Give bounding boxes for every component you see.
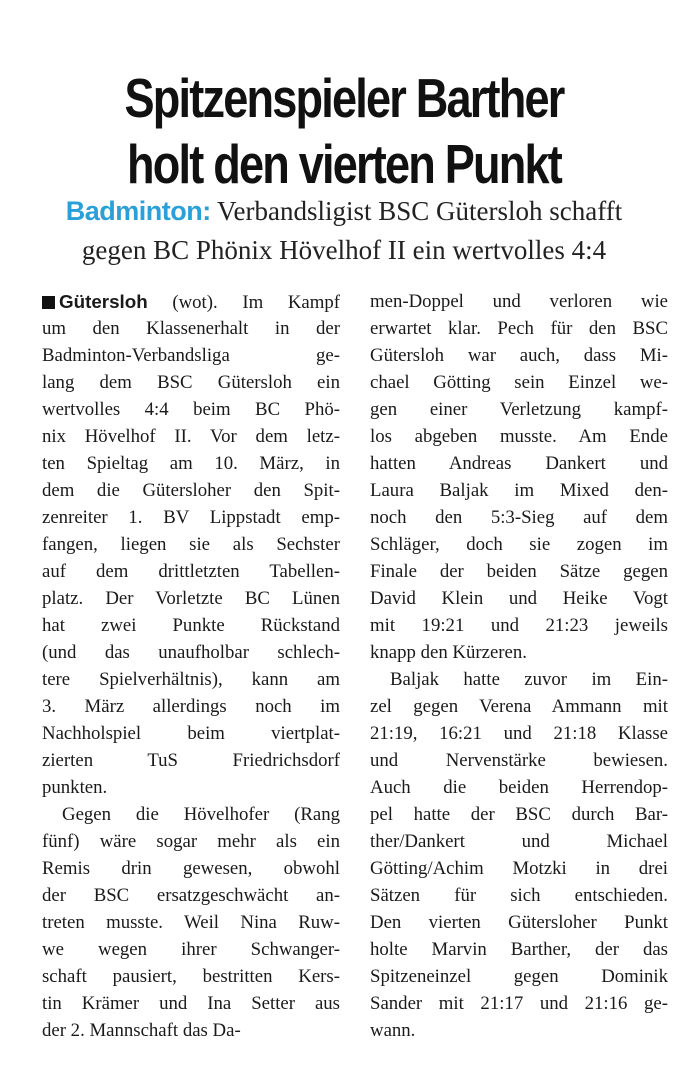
headline [62,65,626,197]
kicker-badminton: Badminton: [65,196,211,226]
article-line: we wegen ihrer Schwanger- [42,939,340,960]
article-line: Baljak hatte zuvor im Ein- [390,669,668,690]
article-line: lang dem BSC Gütersloh ein [42,372,340,393]
article-line: zierten TuS Friedrichsdorf [42,750,340,771]
article-line: und Nervenstärke bewiesen. [370,750,668,771]
article-line: wann. [370,1020,416,1041]
headline-line-1: Spitzenspieler Barther [124,66,564,129]
article-line: fünf) wäre sogar mehr als ein [42,831,340,852]
article-line: Sätzen für sich entschieden. [370,885,668,906]
article-line: tin Krämer und Ina Setter aus [42,993,340,1014]
article-line: mit 19:21 und 21:23 jeweils [370,615,668,636]
article-line: Den vierten Gütersloher Punkt [370,912,668,933]
article-line: Remis drin gewesen, obwohl [42,858,340,879]
article-line: hat zwei Punkte Rückstand [42,615,340,636]
article-line: knapp den Kürzeren. [370,642,527,663]
subhead-line-1 [0,192,688,231]
headline-line-2: holt den vierten Punkt [127,132,561,195]
article-line: Gütersloh war auch, dass Mi- [370,345,668,366]
article-line: fangen, liegen sie als Sechster [42,534,340,555]
article-line: los abgeben musste. Am Ende [370,426,668,447]
article-line-text: (wot). Im Kampf [147,292,340,313]
article-line: Nachholspiel beim viertplat- [42,723,340,744]
article-line: men-Doppel und verloren wie [370,291,668,312]
article-line: Laura Baljak im Mixed den- [370,480,668,501]
article-line: tere Spielverhältnis), kann am [42,669,340,690]
article-line: der BSC ersatzgeschwächt an- [42,885,340,906]
article-line: Finale der beiden Sätze gegen [370,561,668,582]
article-line: hatten Andreas Dankert und [370,453,668,474]
article-line: erwartet klar. Pech für den BSC [370,318,668,339]
article-line: nix Hövelhof II. Vor dem letz- [42,426,340,447]
article-line: punkten. [42,777,108,798]
article-line: wertvolles 4:4 beim BC Phö- [42,399,340,420]
article-line: um den Klassenerhalt in der [42,318,340,339]
article-line: David Klein und Heike Vogt [370,588,668,609]
article-line: der 2. Mannschaft das Da- [42,1020,241,1041]
article-line: 21:19, 16:21 und 21:18 Klasse [370,723,668,744]
article-line: ther/Dankert und Michael [370,831,668,852]
article-line: dem die Gütersloher den Spit- [42,480,340,501]
article-column-right [370,288,668,1044]
article-line: 3. März allerdings noch im [42,696,340,717]
article-line: Auch die beiden Herrendop- [370,777,668,798]
article-line: treten musste. Weil Nina Ruw- [42,912,340,933]
article-line: pel hatte der BSC durch Bar- [370,804,668,825]
subheadline [0,192,688,270]
dateline-square-icon [42,296,55,309]
article-line: schaft pausiert, bestritten Kers- [42,966,340,987]
article-line [42,288,340,315]
article-line: Badminton-Verbandsliga ge- [42,345,340,366]
article-line: gen einer Verletzung kampf- [370,399,668,420]
dateline: Gütersloh [59,291,148,312]
subhead-line-1-text: Verbandsligist BSC Gütersloh schafft [210,196,623,226]
article-column-left [42,288,340,1044]
article-line: platz. Der Vorletzte BC Lünen [42,588,340,609]
article-line: chael Götting sein Einzel we- [370,372,668,393]
article-line: (und das unaufholbar schlech- [42,642,340,663]
article-line: Schläger, doch sie zogen im [370,534,668,555]
article-line: Spitzeneinzel gegen Dominik [370,966,668,987]
article-line: ten Spieltag am 10. März, in [42,453,340,474]
article-line: zenreiter 1. BV Lippstadt emp- [42,507,340,528]
subhead-line-2: gegen BC Phönix Hövelhof II ein wertvolles 4:4 [81,235,607,265]
article-line: zel gegen Verena Ammann mit [370,696,668,717]
article-line: Götting/Achim Motzki in drei [370,858,668,879]
article-line: holte Marvin Barther, der das [370,939,668,960]
article-line: Gegen die Hövelhofer (Rang [62,804,340,825]
article-line: Sander mit 21:17 und 21:16 ge- [370,993,668,1014]
article-line: noch den 5:3-Sieg auf dem [370,507,668,528]
article-line: auf dem drittletzten Tabellen- [42,561,340,582]
